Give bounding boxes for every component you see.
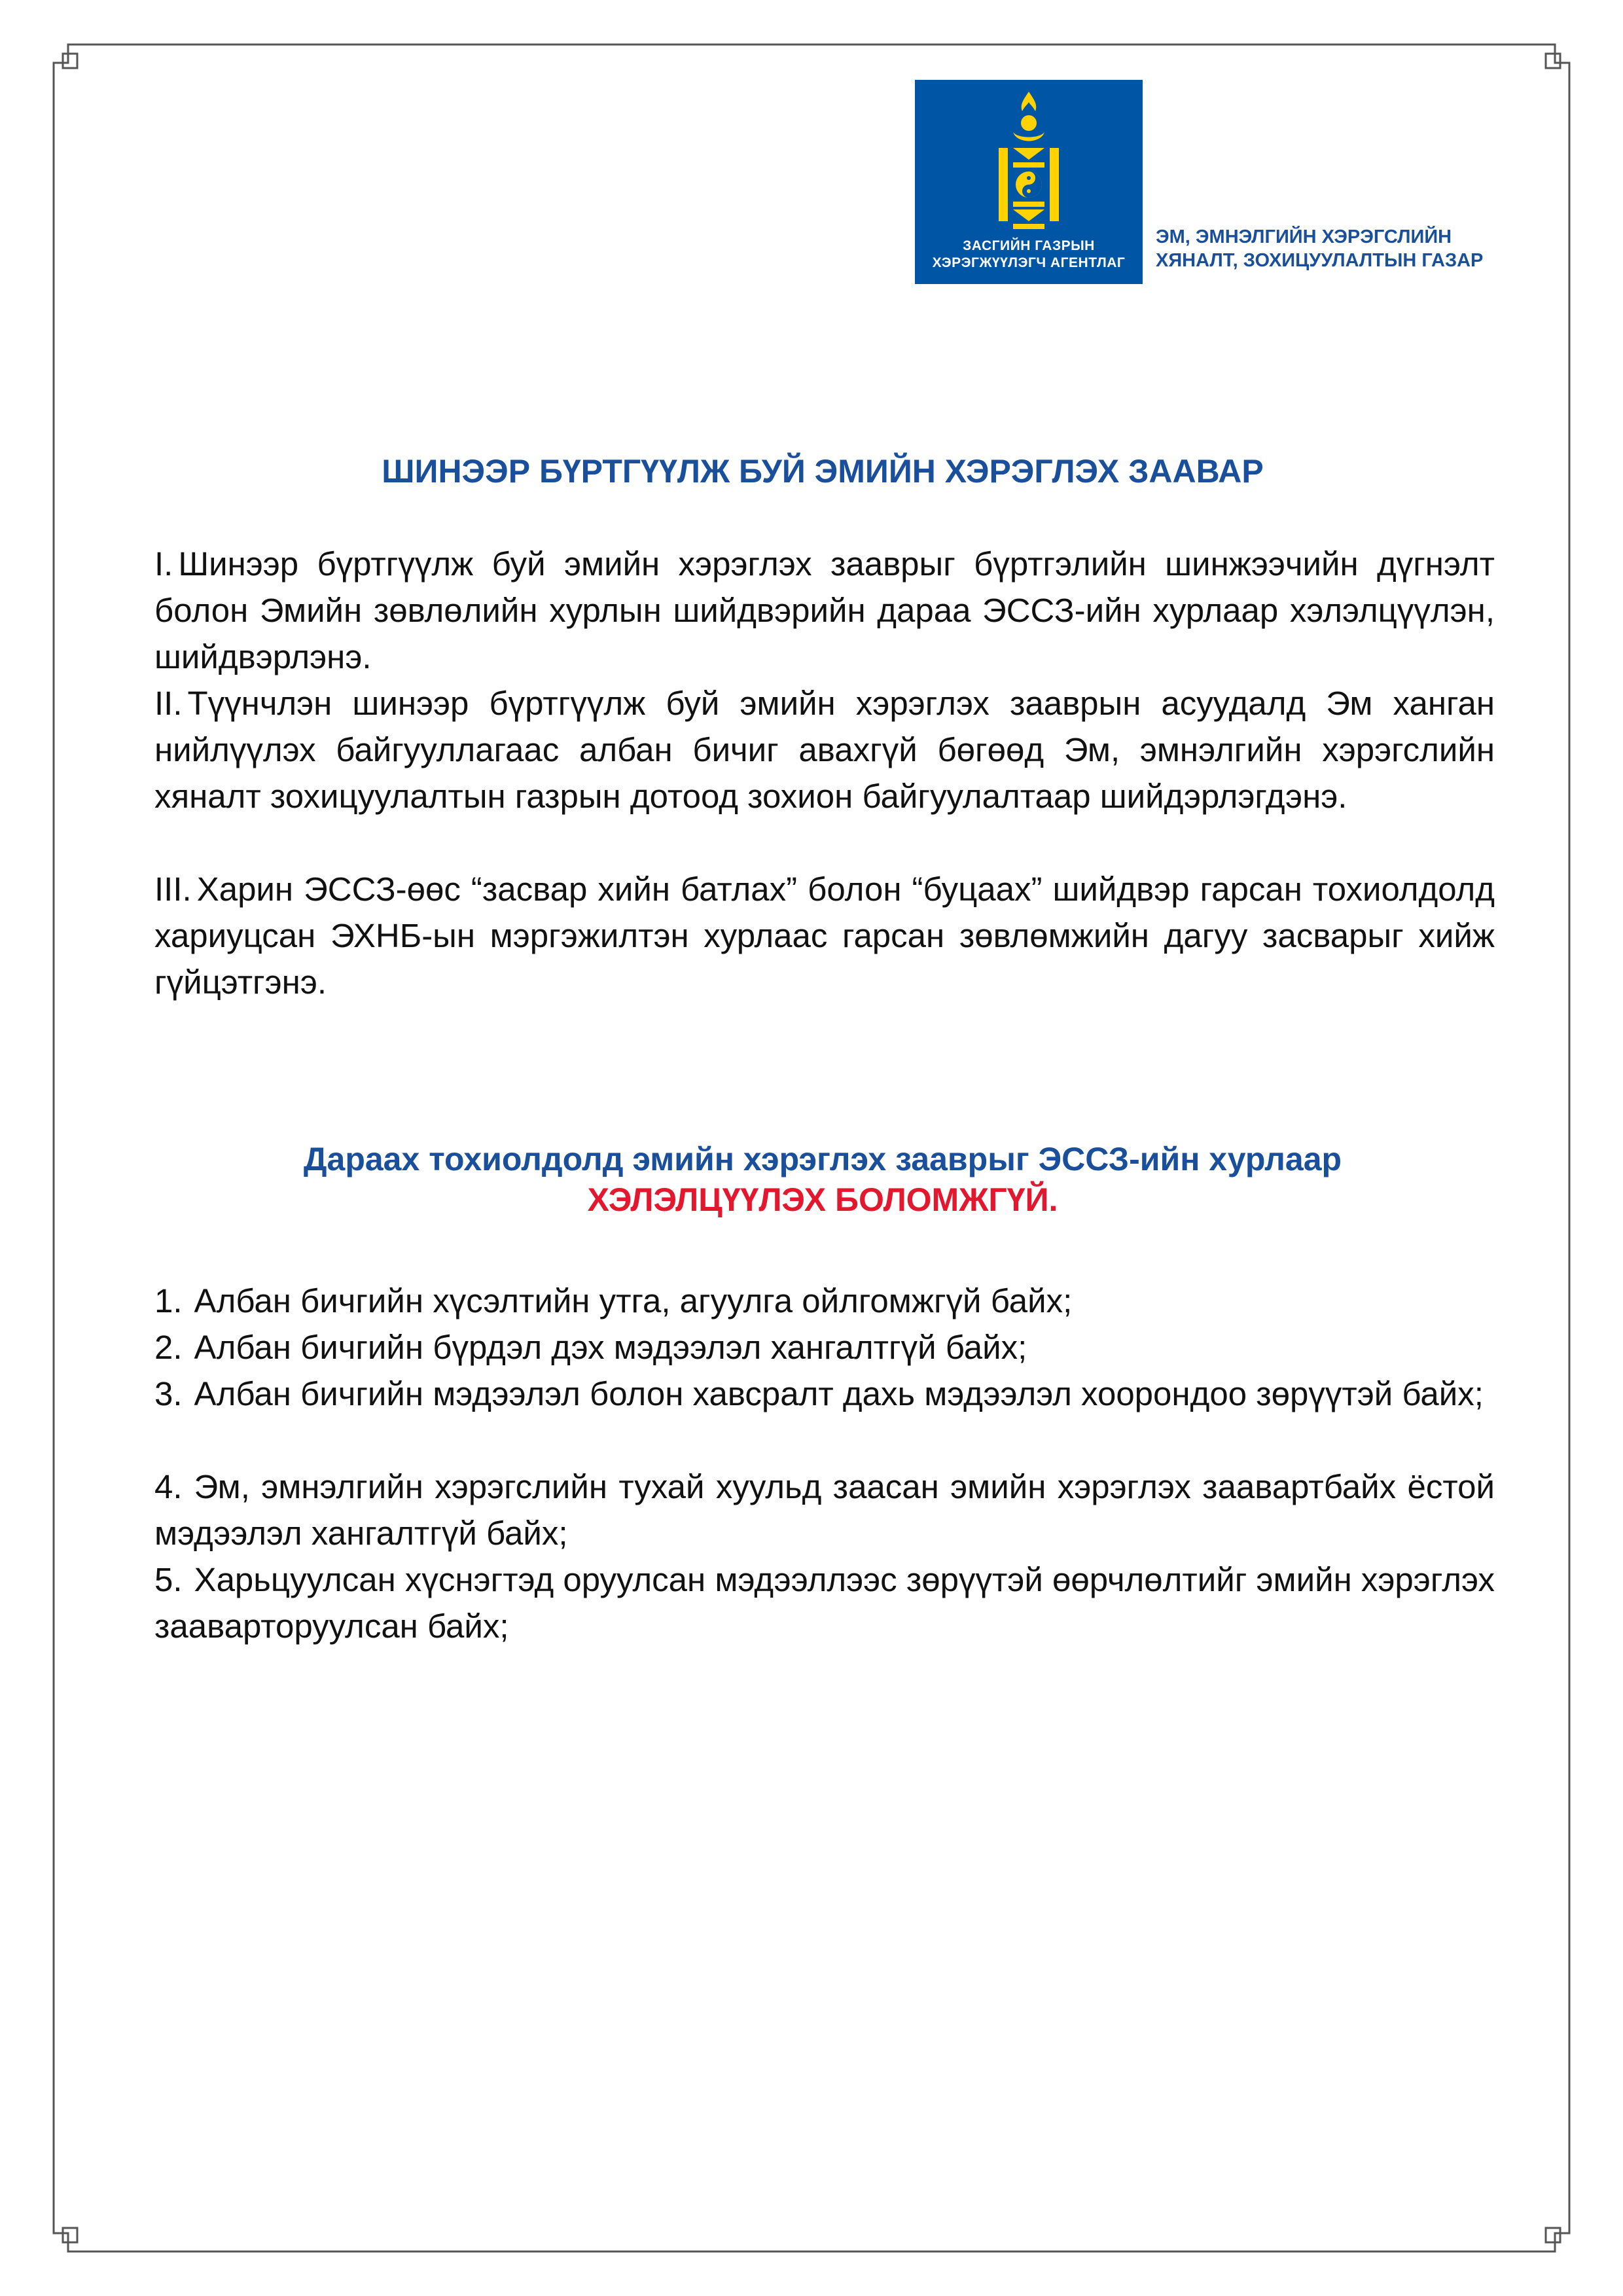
logo-caption-line2: ХЭРЭГЖҮҮЛЭГЧ АГЕНТЛАГ bbox=[932, 255, 1126, 270]
paragraph-3 bbox=[154, 866, 1495, 1005]
paragraph-2 bbox=[154, 680, 1495, 819]
list-item bbox=[154, 1463, 1495, 1556]
government-agency-logo bbox=[915, 80, 1143, 284]
paragraph-number: I. bbox=[154, 545, 173, 583]
list-item-text: Харьцуулсан хүснэгтэд оруулсан мэдээллээс зөрүүтэй өөрчлөлтийг эмийн хэрэглэх зааварторуулсан байх; bbox=[154, 1561, 1495, 1645]
list-item bbox=[154, 1278, 1495, 1324]
list-item-text: Эм, эмнэлгийн хэрэгслийн тухай хуульд заасан эмийн хэрэглэх заавартбайх ёстой мэдээлэл хангалтгүй байх; bbox=[154, 1468, 1495, 1552]
list-item-number: 3. bbox=[154, 1375, 183, 1412]
paragraph-number: III. bbox=[154, 870, 192, 908]
section-subheading bbox=[151, 1139, 1495, 1220]
list-item-number: 1. bbox=[154, 1282, 183, 1319]
list-item bbox=[154, 1371, 1495, 1417]
list-item-text: Албан бичгийн бүрдэл дэх мэдээлэл хангалтгүй байх; bbox=[194, 1329, 1027, 1366]
list-item bbox=[154, 1556, 1495, 1649]
list-item-number: 2. bbox=[154, 1329, 183, 1366]
list-item-text: Албан бичгийн мэдээлэл болон хавсралт дахь мэдээлэл хоорондоо зөрүүтэй байх; bbox=[194, 1375, 1484, 1412]
paragraph-number: II. bbox=[154, 685, 183, 722]
list-item-number: 4. bbox=[154, 1468, 183, 1505]
list-item-number: 5. bbox=[154, 1561, 183, 1598]
paragraph-text: Шинээр бүртгүүлж буй эмийн хэрэглэх зааврыг бүртгэлийн шинжээчийн дүгнэлт болон Эмийн зөвлөлийн хурлын шийдвэрийн дараа ЭССЗ-ийн хурлаар хэлэлцүүлэн, шийдвэрлэнэ. bbox=[154, 545, 1495, 675]
subheading-warning: ХЭЛЭЛЦҮҮЛЭХ БОЛОМЖГҮЙ. bbox=[587, 1181, 1058, 1218]
logo-caption-line1: ЗАСГИЙН ГАЗРЫН bbox=[963, 238, 1095, 253]
list-item-text: Албан бичгийн хүсэлтийн утга, агуулга ойлгомжгүй байх; bbox=[194, 1282, 1073, 1319]
document-title: ШИНЭЭР БҮРТГҮҮЛЖ БУЙ ЭМИЙН ХЭРЭГЛЭХ ЗААВАР bbox=[382, 453, 1264, 490]
paragraph-text: Түүнчлэн шинээр бүртгүүлж буй эмийн хэрэглэх зааврын асуудалд Эм ханган нийлүүлэх байгууллагаас албан бичиг авахгүй бөгөөд Эм, эмнэлгийн хэрэгслийн хяналт зохицуулалтын газрын дотоод зохион байгуулалтаар шийдэрлэгдэнэ. bbox=[154, 685, 1495, 815]
paragraph-text: Харин ЭССЗ-өөс “засвар хийн батлах” болон “буцаах” шийдвэр гарсан тохиолдолд хариуцсан ЭХНБ-ын мэргэжилтэн хурлаас гарсан зөвлөмжийн дагуу засварыг хийж гүйцэтгэнэ. bbox=[154, 870, 1495, 1001]
agency-name bbox=[1156, 225, 1522, 272]
agency-name-line2: ХЯНАЛТ, ЗОХИЦУУЛАЛТЫН ГАЗАР bbox=[1156, 250, 1484, 271]
agency-name-line1: ЭМ, ЭМНЭЛГИЙН ХЭРЭГСЛИЙН bbox=[1156, 226, 1452, 247]
subheading-line1: Дараах тохиолдолд эмийн хэрэглэх зааврыг ЭССЗ-ийн хурлаар bbox=[303, 1141, 1342, 1177]
paragraph-1 bbox=[154, 541, 1495, 680]
list-item bbox=[154, 1324, 1495, 1371]
